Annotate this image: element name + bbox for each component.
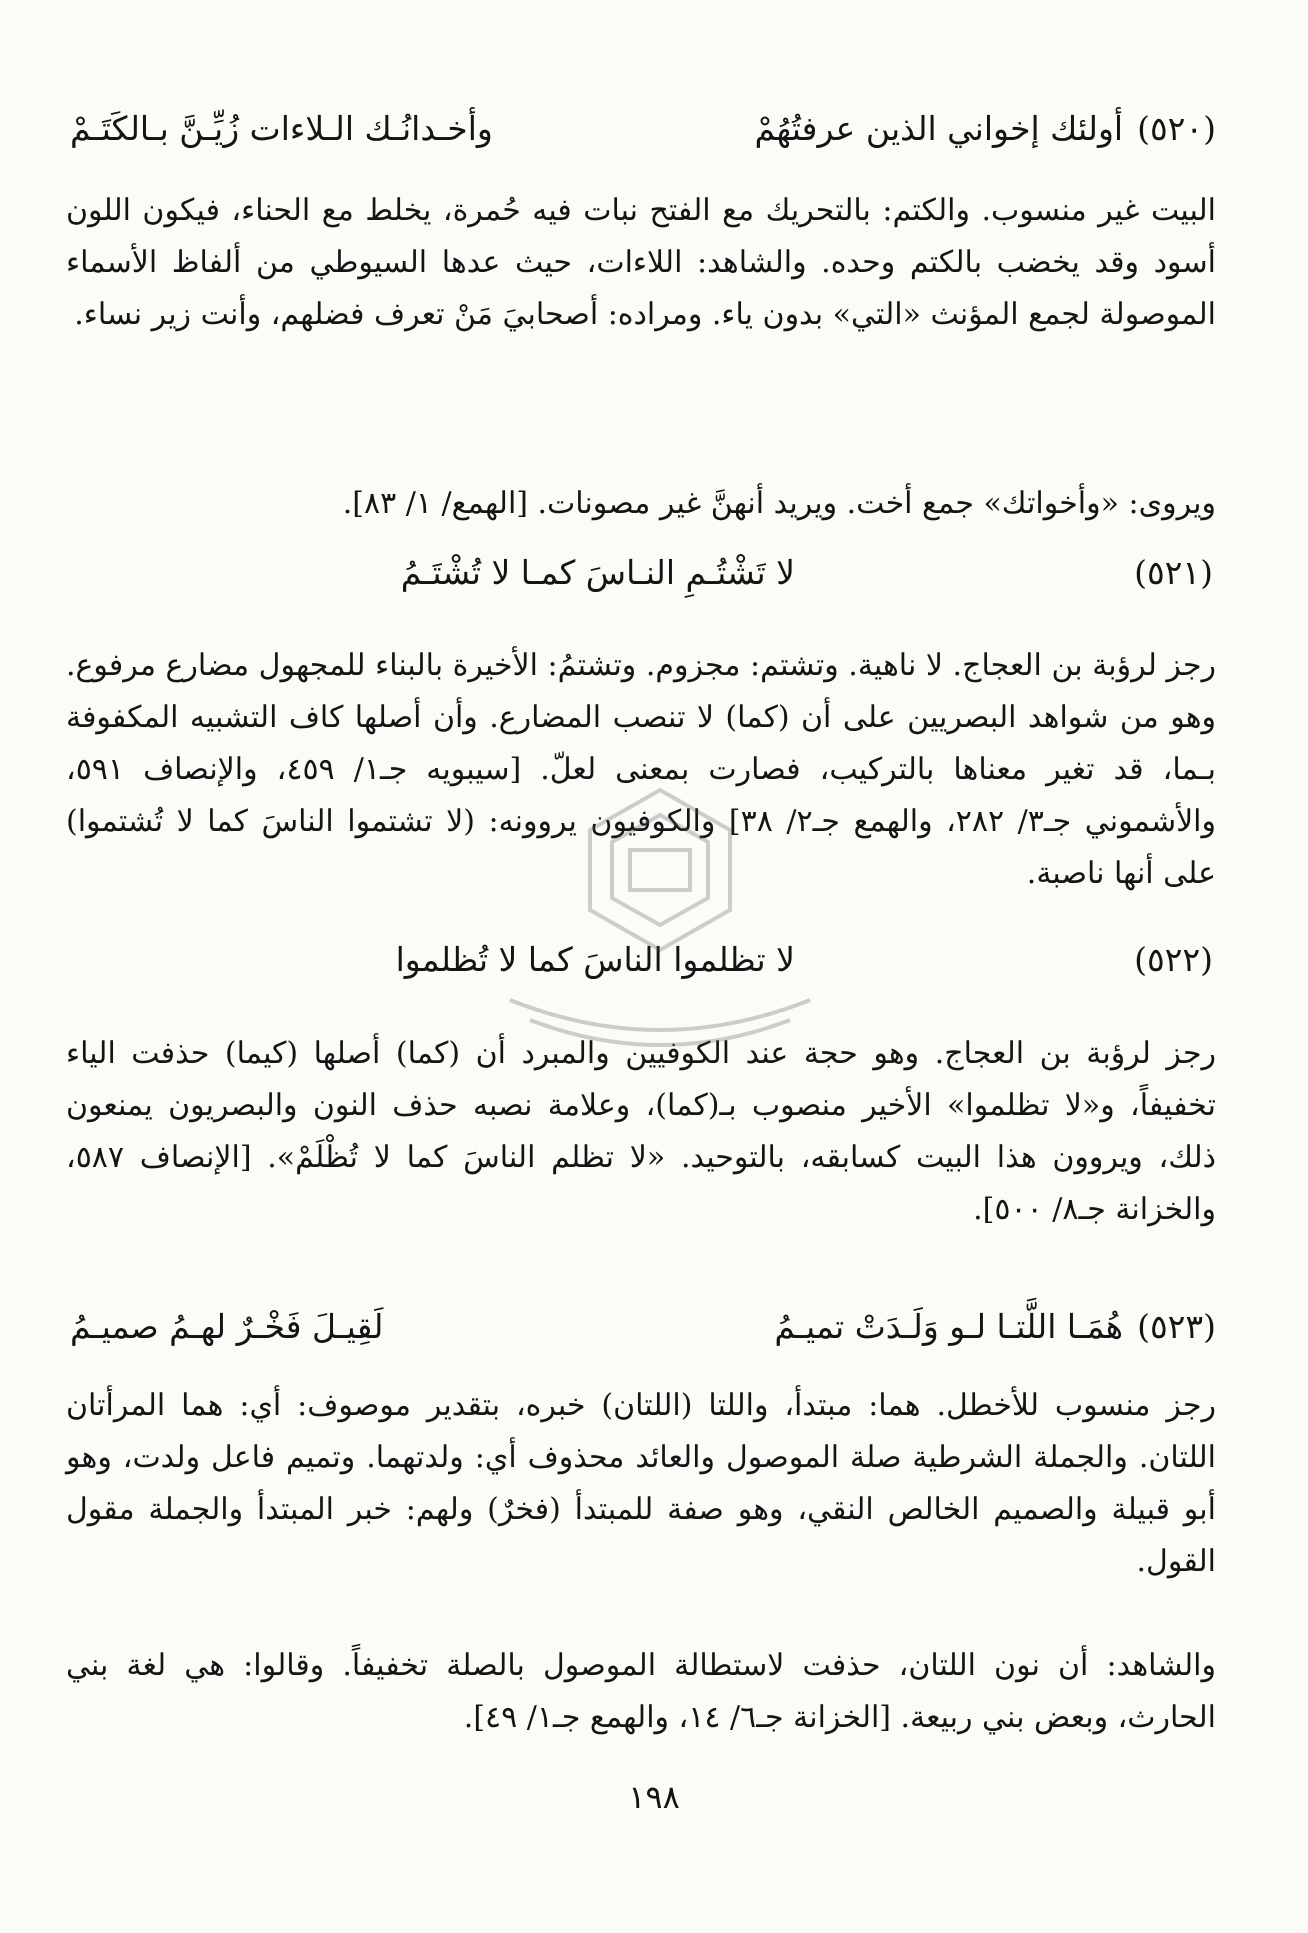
verse-second-hemistich: وأخـدانُـك الـلاءات زُيِّـنَّ بـالكَتَـمْ <box>70 109 493 148</box>
verse-second-hemistich: لَقِيـلَ فَخْـرٌ لهـمُ صميـمُ <box>70 1307 384 1346</box>
verse-hemistich: لا تَشْتُـمِ النـاسَ كمـا لا تُشْتَـمُ <box>400 553 795 592</box>
commentary-520-variant: ويروى: «وأخواتك» جمع أخت. ويريد أنهنَّ غير مصونات. [الهمع/ ١/ ٨٣]. <box>342 486 1216 521</box>
verse-521 <box>63 548 1213 598</box>
commentary-522: رجز لرؤبة بن العجاج. وهو حجة عند الكوفيين والمبرد أن (كما) أصلها (كيما) حذفت الياء تخفيفاً، و«لا تظلموا» الأخير منصوب بـ(كما)، وعلامة نصبه حذف النون والبصريون يمنعون ذلك، ويروون هذا البيت كسابقه، بالتوحيد. «لا تظلم الناسَ كما لا تُظْلَمْ». [الإنصاف ٥٨٧، والخزانة جـ٨/ ٥٠٠]. <box>66 1036 1216 1227</box>
verse-number: (٥٢٢) <box>1134 940 1213 979</box>
commentary-521: رجز لرؤبة بن العجاج. لا ناهية. وتشتم: مجزوم. وتشتمُ: الأخيرة بالبناء للمجهول مضارع مرفوع. وهو من شواهد البصريين على أن (كما) لا تنصب المضارع. وأن أصلها كاف التشبيه المكفوفة بـما، قد تغير معناها بالتركيب، فصارت بمعنى لعلّ. [سيبويه جـ١/ ٤٥٩، والإنصاف ٥٩١، والأشموني جـ٣/ ٢٨٢، والهمع جـ٢/ ٣٨] والكوفيون يروونه: (لا تشتموا الناسَ كما لا تُشتموا) على أنها ناصبة. <box>66 648 1217 891</box>
commentary-523-shahid: والشاهد: أن نون اللتان، حذفت لاستطالة الموصول بالصلة تخفيفاً. وقالوا: هي لغة بني الحارث، وبعض بني ربيعة. [الخزانة جـ٦/ ١٤، والهمع جـ١/ ٤٩]. <box>66 1648 1216 1735</box>
page-number: ١٩٨ <box>628 1778 680 1816</box>
verse-number: (٥٢٣) <box>1137 1307 1216 1346</box>
verse-hemistich: لا تظلموا الناسَ كما لا تُظلموا <box>395 940 795 979</box>
commentary-520: البيت غير منسوب. والكتم: بالتحريك مع الفتح نبات فيه حُمرة، يخلط مع الحناء، فيكون اللون أسود وقد يخضب بالكتم وحده. والشاهد: اللاءات، حيث عدها السيوطي من ألفاظ الأسماء الموصولة لجمع المؤنث «التي» بدون ياء. ومراده: أصحابيَ مَنْ تعرف فضلهم، وأنت زير نساء. <box>66 193 1216 332</box>
commentary-523: رجز منسوب للأخطل. هما: مبتدأ، واللتا (اللتان) خبره، بتقدير موصوف: أي: هما المرأتان اللتان. والجملة الشرطية صلة الموصول والعائد محذوف أي: ولدتهما. وتميم فاعل ولدت، وهو أبو قبيلة والصميم الخالص النقي، وهو صفة للمبتدأ (فخرٌ) ولهم: خبر المبتدأ والجملة مقول القول. <box>66 1388 1216 1579</box>
verse-first-hemistich: هُمَـا اللَّتـا لـو وَلَـدَتْ تميـمُ <box>774 1307 1124 1346</box>
library-seal-watermark <box>470 770 850 1070</box>
verse-number: (٥٢١) <box>1134 553 1213 592</box>
verse-523 <box>70 1302 1216 1352</box>
verse-number: (٥٢٠) <box>1137 109 1216 148</box>
verse-520 <box>70 104 1216 154</box>
verse-first-hemistich: أولئك إخواني الذين عرفتُهُمْ <box>754 109 1124 148</box>
